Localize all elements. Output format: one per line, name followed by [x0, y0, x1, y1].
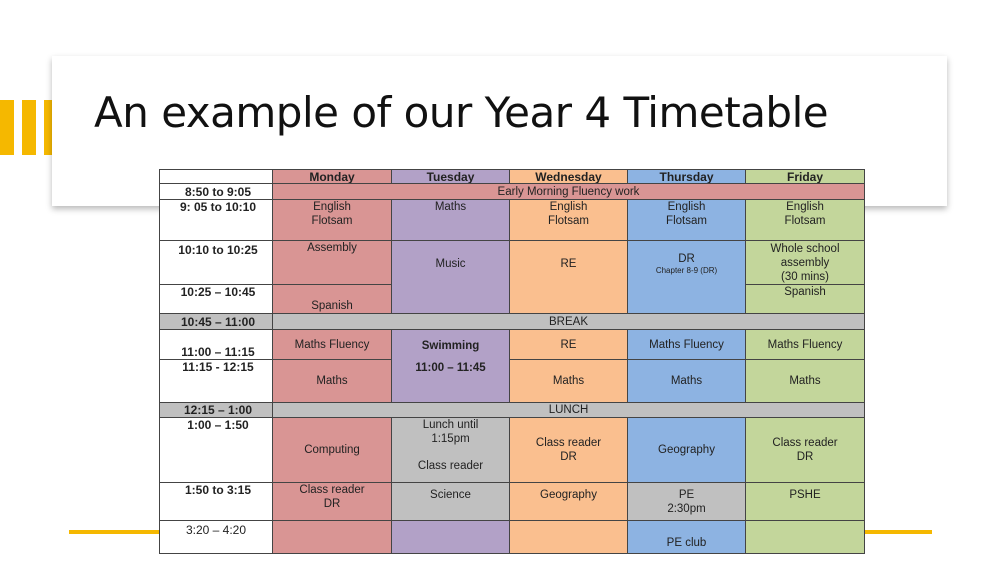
- monday-maths-fluency: Maths Fluency: [273, 330, 392, 360]
- accent-bar-3: [44, 100, 52, 155]
- header-tuesday: Tuesday: [392, 169, 510, 184]
- friday-maths: Maths: [746, 360, 865, 403]
- header-thursday: Thursday: [628, 169, 746, 184]
- wednesday-re-2: RE: [510, 330, 628, 360]
- friday-english: English Flotsam: [746, 200, 865, 241]
- accent-bar-1: [0, 100, 14, 155]
- time-slot: 3:20 – 4:20: [159, 521, 273, 554]
- accent-bar-2: [22, 100, 36, 155]
- monday-spanish: Spanish: [273, 285, 392, 314]
- header-monday: Monday: [273, 169, 392, 184]
- timetable: [159, 169, 865, 559]
- break-row: BREAK: [273, 314, 865, 330]
- bottom-accent-line-right: [865, 530, 932, 534]
- friday-after-school: [746, 521, 865, 554]
- header-wednesday: Wednesday: [510, 169, 628, 184]
- monday-after-school: [273, 521, 392, 554]
- monday-english: English Flotsam: [273, 200, 392, 241]
- friday-maths-fluency: Maths Fluency: [746, 330, 865, 360]
- monday-assembly: Assembly: [273, 241, 392, 285]
- wednesday-english: English Flotsam: [510, 200, 628, 241]
- early-morning-fluency: Early Morning Fluency work: [273, 184, 865, 200]
- wednesday-geography: Geography: [510, 483, 628, 521]
- monday-computing: Computing: [273, 418, 392, 483]
- thursday-pe: PE 2:30pm: [628, 483, 746, 521]
- thursday-maths-fluency: Maths Fluency: [628, 330, 746, 360]
- time-slot: 1:00 – 1:50: [159, 418, 273, 483]
- tuesday-after-school: [392, 521, 510, 554]
- wednesday-class-reader: Class reader DR: [510, 418, 628, 483]
- friday-pshe: PSHE: [746, 483, 865, 521]
- monday-class-reader: Class reader DR: [273, 483, 392, 521]
- time-slot: 8:50 to 9:05: [159, 184, 273, 200]
- bottom-accent-line-left: [69, 530, 161, 534]
- time-slot-lunch: 12:15 – 1:00: [159, 403, 273, 418]
- time-slot: 1:50 to 3:15: [159, 483, 273, 521]
- tuesday-science: Science: [392, 483, 510, 521]
- friday-assembly: Whole school assembly (30 mins): [746, 241, 865, 285]
- monday-maths: Maths: [273, 360, 392, 403]
- wednesday-re: RE: [510, 241, 628, 314]
- friday-class-reader: Class reader DR: [746, 418, 865, 483]
- time-slot: 9: 05 to 10:10: [159, 200, 273, 241]
- tuesday-lunch-reader: Lunch until 1:15pm Class reader: [392, 418, 510, 483]
- header-friday: Friday: [746, 169, 865, 184]
- page-title: An example of our Year 4 Timetable: [94, 88, 829, 137]
- thursday-dr: DR Chapter 8-9 (DR): [628, 241, 746, 314]
- thursday-english: English Flotsam: [628, 200, 746, 241]
- friday-spanish: Spanish: [746, 285, 865, 314]
- header-corner: [159, 169, 273, 184]
- time-slot: 10:10 to 10:25: [159, 241, 273, 285]
- time-slot: 11:15 - 12:15: [159, 360, 273, 403]
- tuesday-music: Music: [392, 241, 510, 314]
- time-slot: 10:25 – 10:45: [159, 285, 273, 314]
- wednesday-maths: Maths: [510, 360, 628, 403]
- lunch-row: LUNCH: [273, 403, 865, 418]
- time-slot-break: 10:45 – 11:00: [159, 314, 273, 330]
- time-slot: 11:00 – 11:15: [159, 330, 273, 360]
- tuesday-swimming: Swimming 11:00 – 11:45: [392, 330, 510, 403]
- tuesday-maths: Maths: [392, 200, 510, 241]
- thursday-pe-club: PE club: [628, 521, 746, 554]
- thursday-geography: Geography: [628, 418, 746, 483]
- wednesday-after-school: [510, 521, 628, 554]
- thursday-maths: Maths: [628, 360, 746, 403]
